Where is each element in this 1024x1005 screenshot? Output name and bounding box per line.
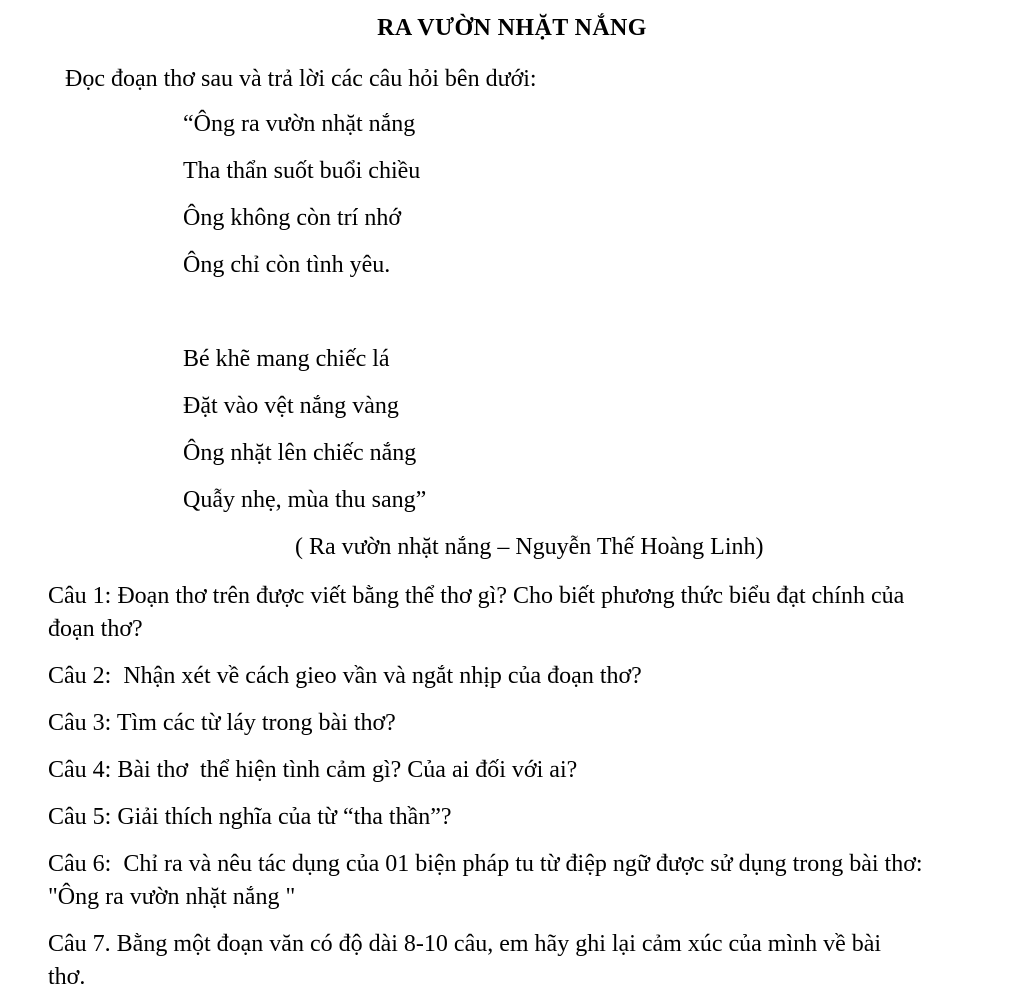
question-5: Câu 5: Giải thích nghĩa của từ “tha thần”? [48,804,452,830]
poem-line-3: Ông không còn trí nhớ [183,205,402,231]
question-2: Câu 2: Nhận xét về cách gieo vần và ngắt nhịp của đoạn thơ? [48,663,642,689]
question-4: Câu 4: Bài thơ thể hiện tình cảm gì? Của ai đối với ai? [48,757,578,783]
poem-stanza-2 [183,336,1024,524]
poem-line-6: Đặt vào vệt nắng vàng [183,393,399,419]
poem-line-2: Tha thẩn suốt buổi chiều [183,158,421,184]
poem-line-5: Bé khẽ mang chiếc lá [183,346,390,372]
question-7: Câu 7. Bằng một đoạn văn có độ dài 8-10 câu, em hãy ghi lại cảm xúc của mình về bài thơ. [48,931,888,990]
poem-line-8: Quẫy nhẹ, mùa thu sang” [183,487,427,513]
poem-attribution: ( Ra vườn nhặt nắng – Nguyễn Thế Hoàng Linh) [295,534,764,560]
poem-line-7: Ông nhặt lên chiếc nắng [183,440,417,466]
questions-section [48,580,929,994]
poem-line-1: “Ông ra vườn nhặt nắng [183,111,416,137]
page-title: RA VƯỜN NHẶT NẮNG [377,15,647,41]
poem-stanza-1 [183,101,1024,289]
question-1: Câu 1: Đoạn thơ trên được viết bằng thể thơ gì? Cho biết phương thức biểu đạt chính của đoạn thơ? [48,583,911,642]
question-3: Câu 3: Tìm các từ láy trong bài thơ? [48,710,396,736]
instruction-text: Đọc đoạn thơ sau và trả lời các câu hỏi bên dưới: [65,66,537,92]
question-6: Câu 6: Chỉ ra và nêu tác dụng của 01 biện pháp tu từ điệp ngữ được sử dụng trong bài thơ: "Ông ra vườn nhặt nắng " [48,851,929,910]
poem-line-4: Ông chỉ còn tình yêu. [183,252,391,278]
